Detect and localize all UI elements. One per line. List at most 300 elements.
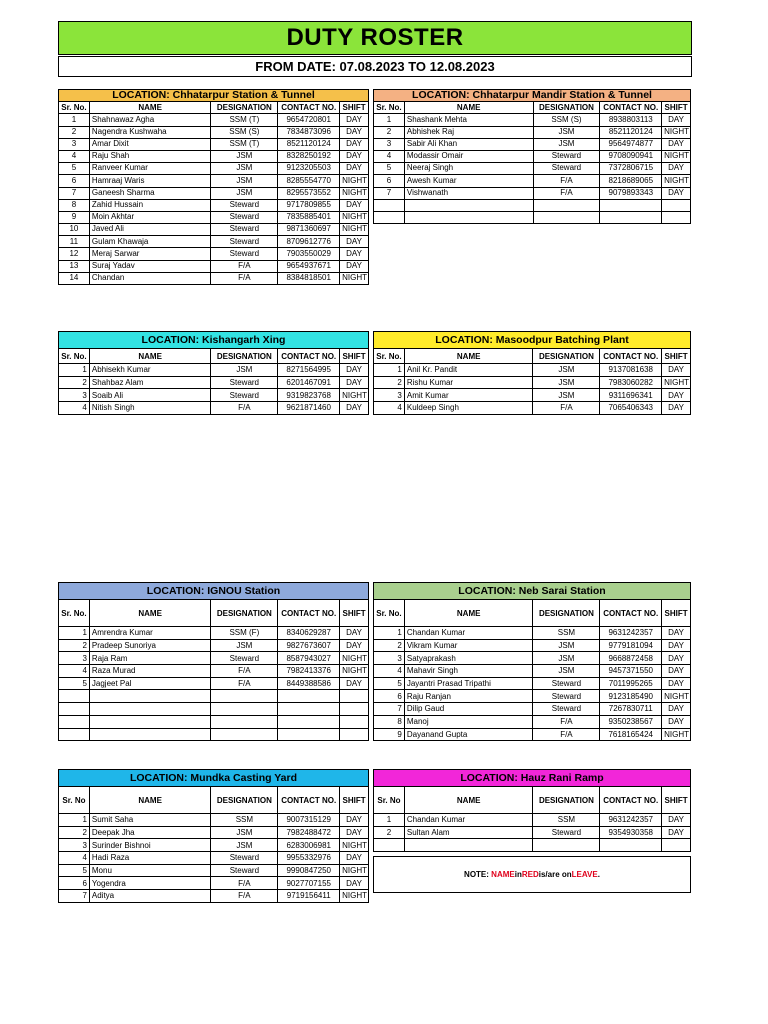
cell-name: Dilip Gaud <box>404 703 533 716</box>
column-header-sr: Sr. No. <box>374 600 405 627</box>
cell-contact: 8587943027 <box>278 652 340 665</box>
table-row <box>374 364 691 377</box>
cell-shift: DAY <box>340 199 369 211</box>
cell-name: Sumit Saha <box>89 814 211 827</box>
column-header-shift: SHIFT <box>662 600 691 627</box>
cell-contact: 6201467091 <box>278 376 340 389</box>
column-header-designation: DESIGNATION <box>533 600 600 627</box>
cell-name: Vishwanath <box>404 187 533 199</box>
cell-shift: DAY <box>340 260 369 272</box>
table-row <box>59 187 369 199</box>
cell-sr: 2 <box>374 126 405 138</box>
column-header-designation: DESIGNATION <box>211 349 278 364</box>
location-row <box>374 770 691 787</box>
cell-shift: NIGHT <box>340 272 369 284</box>
table-row <box>374 728 691 741</box>
cell-designation: Steward <box>211 248 278 260</box>
cell-designation: JSM <box>211 175 278 187</box>
empty-row <box>59 715 369 728</box>
cell-designation: Steward <box>211 199 278 211</box>
cell-shift: NIGHT <box>340 890 369 903</box>
cell-sr: 5 <box>374 163 405 175</box>
table-row <box>374 114 691 126</box>
empty-cell <box>89 715 211 728</box>
column-header-name: NAME <box>89 787 211 814</box>
table-row <box>374 175 691 187</box>
cell-contact: 8285554770 <box>278 175 340 187</box>
empty-cell <box>211 715 278 728</box>
cell-contact: 9631242357 <box>600 627 662 640</box>
cell-shift: DAY <box>662 826 691 839</box>
column-header-row <box>374 349 691 364</box>
empty-cell <box>278 715 340 728</box>
cell-designation: JSM <box>211 364 278 377</box>
column-header-designation: DESIGNATION <box>211 102 278 114</box>
table-row <box>374 187 691 199</box>
cell-designation: JSM <box>533 665 600 678</box>
cell-designation: SSM <box>533 814 600 827</box>
note-middle: is/are on <box>538 870 572 879</box>
cell-sr: 2 <box>59 126 90 138</box>
column-header-sr: Sr. No. <box>59 600 90 627</box>
empty-cell <box>374 211 405 223</box>
cell-designation: F/A <box>533 187 600 199</box>
cell-contact: 9990847250 <box>278 864 340 877</box>
empty-cell <box>662 839 691 852</box>
column-header-sr: Sr. No. <box>59 102 90 114</box>
cell-sr: 2 <box>374 376 405 389</box>
column-header-name: NAME <box>404 349 533 364</box>
cell-designation: JSM <box>211 150 278 162</box>
empty-row <box>59 703 369 716</box>
cell-name: Ranveer Kumar <box>89 163 211 175</box>
cell-sr: 10 <box>59 224 90 236</box>
cell-sr: 9 <box>59 211 90 223</box>
location-title: LOCATION: Mundka Casting Yard <box>59 770 369 787</box>
cell-designation: JSM <box>211 639 278 652</box>
cell-name: Chandan Kumar <box>404 814 533 827</box>
cell-designation: JSM <box>533 639 600 652</box>
cell-designation: F/A <box>211 677 278 690</box>
cell-contact: 9350238567 <box>600 715 662 728</box>
cell-shift: NIGHT <box>340 224 369 236</box>
table-row <box>59 175 369 187</box>
cell-shift: NIGHT <box>662 690 691 703</box>
column-header-row <box>374 600 691 627</box>
cell-designation: Steward <box>211 224 278 236</box>
column-header-row <box>374 787 691 814</box>
cell-contact: 8328250192 <box>278 150 340 162</box>
cell-sr: 4 <box>59 402 90 415</box>
column-header-contact: CONTACT NO. <box>278 600 340 627</box>
note-prefix: NOTE: <box>464 870 489 879</box>
date-range: FROM DATE: 07.08.2023 TO 12.08.2023 <box>58 56 692 77</box>
cell-name: Shahbaz Alam <box>89 376 211 389</box>
cell-contact: 9319823768 <box>278 389 340 402</box>
table-row <box>374 814 691 827</box>
column-header-designation: DESIGNATION <box>533 787 600 814</box>
column-header-row <box>374 102 691 114</box>
cell-contact: 9123185490 <box>600 690 662 703</box>
cell-sr: 12 <box>59 248 90 260</box>
cell-designation: SSM (T) <box>211 114 278 126</box>
table-row <box>59 890 369 903</box>
cell-contact: 7835885401 <box>278 211 340 223</box>
cell-shift: DAY <box>340 150 369 162</box>
cell-shift: DAY <box>662 715 691 728</box>
table-row <box>59 627 369 640</box>
cell-contact: 9457371550 <box>600 665 662 678</box>
location-title: LOCATION: Masoodpur Batching Plant <box>374 332 691 349</box>
location-row <box>59 90 369 102</box>
cell-name: Aditya <box>89 890 211 903</box>
empty-cell <box>533 211 600 223</box>
cell-sr: 2 <box>59 826 90 839</box>
cell-designation: SSM <box>533 627 600 640</box>
cell-shift: DAY <box>662 114 691 126</box>
cell-contact: 9311696341 <box>600 389 662 402</box>
empty-cell <box>662 211 691 223</box>
cell-contact: 8521120124 <box>278 138 340 150</box>
cell-designation: JSM <box>211 826 278 839</box>
cell-shift: NIGHT <box>662 126 691 138</box>
cell-sr: 5 <box>374 677 405 690</box>
column-header-designation: DESIGNATION <box>533 349 600 364</box>
cell-designation: SSM <box>211 814 278 827</box>
cell-name: Nagendra Kushwaha <box>89 126 211 138</box>
column-header-name: NAME <box>404 102 533 114</box>
location-title: LOCATION: IGNOU Station <box>59 583 369 600</box>
cell-designation: JSM <box>533 138 600 150</box>
table-row <box>59 665 369 678</box>
cell-name: Yogendra <box>89 877 211 890</box>
cell-name: Mahavir Singh <box>404 665 533 678</box>
cell-name: Hamraaj Waris <box>89 175 211 187</box>
cell-contact: 9621871460 <box>278 402 340 415</box>
column-header-shift: SHIFT <box>340 787 369 814</box>
cell-designation: Steward <box>211 236 278 248</box>
cell-designation: F/A <box>533 175 600 187</box>
table-row <box>374 138 691 150</box>
roster-table <box>58 331 369 415</box>
roster-table <box>373 89 691 224</box>
cell-sr: 7 <box>374 703 405 716</box>
column-header-sr: Sr. No. <box>374 102 405 114</box>
cell-shift: NIGHT <box>662 150 691 162</box>
table-row <box>59 852 369 865</box>
cell-shift: DAY <box>662 665 691 678</box>
cell-shift: NIGHT <box>340 175 369 187</box>
table-row <box>59 839 369 852</box>
cell-designation: Steward <box>533 677 600 690</box>
empty-cell <box>340 703 369 716</box>
column-header-designation: DESIGNATION <box>211 787 278 814</box>
note-in: in <box>514 870 522 879</box>
empty-cell <box>374 199 405 211</box>
table-row <box>59 677 369 690</box>
cell-contact: 9717809855 <box>278 199 340 211</box>
note-leave-word: LEAVE <box>571 870 598 879</box>
note-name-word: NAME <box>491 870 515 879</box>
cell-shift: DAY <box>662 652 691 665</box>
table-row <box>59 826 369 839</box>
roster-table <box>58 582 369 741</box>
empty-cell <box>278 690 340 703</box>
cell-designation: F/A <box>211 402 278 415</box>
cell-sr: 1 <box>374 364 405 377</box>
cell-designation: JSM <box>211 163 278 175</box>
cell-name: Kuldeep Singh <box>404 402 533 415</box>
cell-designation: F/A <box>533 728 600 741</box>
empty-cell <box>600 839 662 852</box>
empty-cell <box>374 839 405 852</box>
cell-shift: NIGHT <box>662 728 691 741</box>
cell-shift: DAY <box>340 402 369 415</box>
cell-sr: 8 <box>374 715 405 728</box>
cell-name: Vikram Kumar <box>404 639 533 652</box>
location-row <box>59 770 369 787</box>
cell-sr: 2 <box>59 639 90 652</box>
cell-contact: 7011995265 <box>600 677 662 690</box>
cell-designation: Steward <box>533 163 600 175</box>
table-row <box>59 114 369 126</box>
location-title: LOCATION: Neb Sarai Station <box>374 583 691 600</box>
cell-shift: DAY <box>340 677 369 690</box>
table-row <box>59 639 369 652</box>
column-header-row <box>59 600 369 627</box>
empty-cell <box>59 703 90 716</box>
cell-designation: SSM (S) <box>533 114 600 126</box>
cell-shift: NIGHT <box>662 175 691 187</box>
table-row <box>59 877 369 890</box>
cell-designation: SSM (F) <box>211 627 278 640</box>
cell-shift: DAY <box>340 877 369 890</box>
cell-designation: Steward <box>533 826 600 839</box>
cell-sr: 5 <box>59 864 90 877</box>
cell-sr: 4 <box>59 665 90 678</box>
location-row <box>374 332 691 349</box>
cell-shift: DAY <box>340 248 369 260</box>
table-row <box>59 260 369 272</box>
location-row <box>59 583 369 600</box>
table-row <box>374 163 691 175</box>
cell-sr: 3 <box>59 389 90 402</box>
table-row <box>374 690 691 703</box>
cell-sr: 6 <box>374 690 405 703</box>
column-header-row <box>59 102 369 114</box>
cell-designation: SSM (T) <box>211 138 278 150</box>
table-row <box>59 224 369 236</box>
table-row <box>59 211 369 223</box>
location-row <box>374 583 691 600</box>
cell-sr: 1 <box>59 364 90 377</box>
cell-sr: 4 <box>374 665 405 678</box>
location-title: LOCATION: Hauz Rani Ramp <box>374 770 691 787</box>
cell-name: Sultan Alam <box>404 826 533 839</box>
location-title: LOCATION: Chhatarpur Mandir Station & Tunnel <box>374 90 691 102</box>
cell-contact: 7983060282 <box>600 376 662 389</box>
cell-contact: 9871360697 <box>278 224 340 236</box>
cell-shift: NIGHT <box>340 839 369 852</box>
cell-name: Amit Kumar <box>404 389 533 402</box>
cell-sr: 7 <box>59 890 90 903</box>
cell-name: Soaib Ali <box>89 389 211 402</box>
cell-contact: 9827673607 <box>278 639 340 652</box>
column-header-row <box>59 349 369 364</box>
cell-sr: 2 <box>374 826 405 839</box>
column-header-name: NAME <box>89 349 211 364</box>
column-header-shift: SHIFT <box>662 349 691 364</box>
cell-contact: 8938803113 <box>600 114 662 126</box>
cell-designation: F/A <box>533 402 600 415</box>
cell-sr: 4 <box>374 402 405 415</box>
cell-contact: 9779181094 <box>600 639 662 652</box>
cell-name: Anil Kr. Pandit <box>404 364 533 377</box>
cell-name: Dayanand Gupta <box>404 728 533 741</box>
cell-contact: 8340629287 <box>278 627 340 640</box>
cell-shift: DAY <box>662 814 691 827</box>
cell-shift: NIGHT <box>340 211 369 223</box>
location-title: LOCATION: Chhatarpur Station & Tunnel <box>59 90 369 102</box>
cell-sr: 6 <box>374 175 405 187</box>
cell-name: Jagjeet Pal <box>89 677 211 690</box>
table-row <box>59 150 369 162</box>
cell-shift: DAY <box>340 639 369 652</box>
cell-sr: 2 <box>59 376 90 389</box>
table-row <box>59 389 369 402</box>
empty-cell <box>533 839 600 852</box>
empty-cell <box>600 211 662 223</box>
cell-sr: 5 <box>59 677 90 690</box>
cell-shift: DAY <box>340 627 369 640</box>
cell-name: Shahnawaz Agha <box>89 114 211 126</box>
note-red-word: RED <box>521 870 539 879</box>
table-row <box>59 248 369 260</box>
column-header-contact: CONTACT NO. <box>278 349 340 364</box>
column-header-sr: Sr. No <box>59 787 90 814</box>
cell-shift: DAY <box>340 814 369 827</box>
empty-cell <box>600 199 662 211</box>
empty-cell <box>533 199 600 211</box>
table-row <box>59 402 369 415</box>
table-row <box>59 652 369 665</box>
empty-row <box>59 728 369 741</box>
cell-designation: JSM <box>211 839 278 852</box>
cell-designation: JSM <box>533 126 600 138</box>
table-row <box>374 826 691 839</box>
cell-contact: 9631242357 <box>600 814 662 827</box>
cell-contact: 8218689065 <box>600 175 662 187</box>
cell-sr: 3 <box>374 389 405 402</box>
cell-sr: 5 <box>59 163 90 175</box>
page-title: DUTY ROSTER <box>58 21 692 55</box>
cell-designation: JSM <box>211 187 278 199</box>
cell-contact: 7065406343 <box>600 402 662 415</box>
column-header-name: NAME <box>89 600 211 627</box>
cell-shift: DAY <box>340 236 369 248</box>
cell-shift: DAY <box>340 376 369 389</box>
cell-contact: 8449388586 <box>278 677 340 690</box>
cell-name: Neeraj Singh <box>404 163 533 175</box>
cell-designation: Steward <box>211 652 278 665</box>
cell-name: Raza Murad <box>89 665 211 678</box>
cell-name: Pradeep Sunoriya <box>89 639 211 652</box>
table-row <box>374 703 691 716</box>
cell-name: Raja Ram <box>89 652 211 665</box>
cell-name: Deepak Jha <box>89 826 211 839</box>
table-row <box>374 639 691 652</box>
cell-shift: NIGHT <box>340 864 369 877</box>
cell-contact: 8521120124 <box>600 126 662 138</box>
table-row <box>59 814 369 827</box>
column-header-shift: SHIFT <box>662 787 691 814</box>
cell-contact: 9354930358 <box>600 826 662 839</box>
cell-designation: JSM <box>533 652 600 665</box>
column-header-designation: DESIGNATION <box>533 102 600 114</box>
cell-designation: Steward <box>533 690 600 703</box>
table-row <box>59 199 369 211</box>
cell-shift: NIGHT <box>662 376 691 389</box>
cell-contact: 7372806715 <box>600 163 662 175</box>
cell-name: Gulam Khawaja <box>89 236 211 248</box>
cell-name: Amar Dixit <box>89 138 211 150</box>
cell-contact: 9079893343 <box>600 187 662 199</box>
location-row <box>59 332 369 349</box>
cell-contact: 9007315129 <box>278 814 340 827</box>
table-row <box>374 627 691 640</box>
empty-cell <box>211 690 278 703</box>
cell-contact: 9654720801 <box>278 114 340 126</box>
cell-name: Monu <box>89 864 211 877</box>
cell-name: Ganeesh Sharma <box>89 187 211 199</box>
column-header-contact: CONTACT NO. <box>600 349 662 364</box>
empty-cell <box>278 728 340 741</box>
cell-name: Moin Akhtar <box>89 211 211 223</box>
empty-row <box>374 199 691 211</box>
table-row <box>374 677 691 690</box>
cell-contact: 7903550029 <box>278 248 340 260</box>
cell-shift: DAY <box>662 138 691 150</box>
cell-name: Surinder Bishnoi <box>89 839 211 852</box>
cell-sr: 3 <box>59 138 90 150</box>
table-row <box>374 665 691 678</box>
empty-cell <box>59 690 90 703</box>
cell-shift: DAY <box>340 126 369 138</box>
cell-sr: 13 <box>59 260 90 272</box>
cell-shift: DAY <box>340 163 369 175</box>
column-header-name: NAME <box>404 787 533 814</box>
table-row <box>59 138 369 150</box>
cell-name: Raju Ranjan <box>404 690 533 703</box>
cell-name: Modassir Omair <box>404 150 533 162</box>
roster-table <box>58 89 369 285</box>
cell-name: Abhisekh Kumar <box>89 364 211 377</box>
cell-contact: 9719156411 <box>278 890 340 903</box>
cell-sr: 6 <box>59 175 90 187</box>
empty-row <box>374 839 691 852</box>
cell-designation: F/A <box>533 715 600 728</box>
cell-contact: 9708090941 <box>600 150 662 162</box>
cell-contact: 8295573552 <box>278 187 340 199</box>
cell-sr: 7 <box>374 187 405 199</box>
cell-sr: 4 <box>59 852 90 865</box>
cell-shift: DAY <box>340 364 369 377</box>
cell-sr: 14 <box>59 272 90 284</box>
cell-shift: DAY <box>662 627 691 640</box>
cell-name: Awesh Kumar <box>404 175 533 187</box>
cell-designation: Steward <box>211 376 278 389</box>
cell-name: Chandan <box>89 272 211 284</box>
